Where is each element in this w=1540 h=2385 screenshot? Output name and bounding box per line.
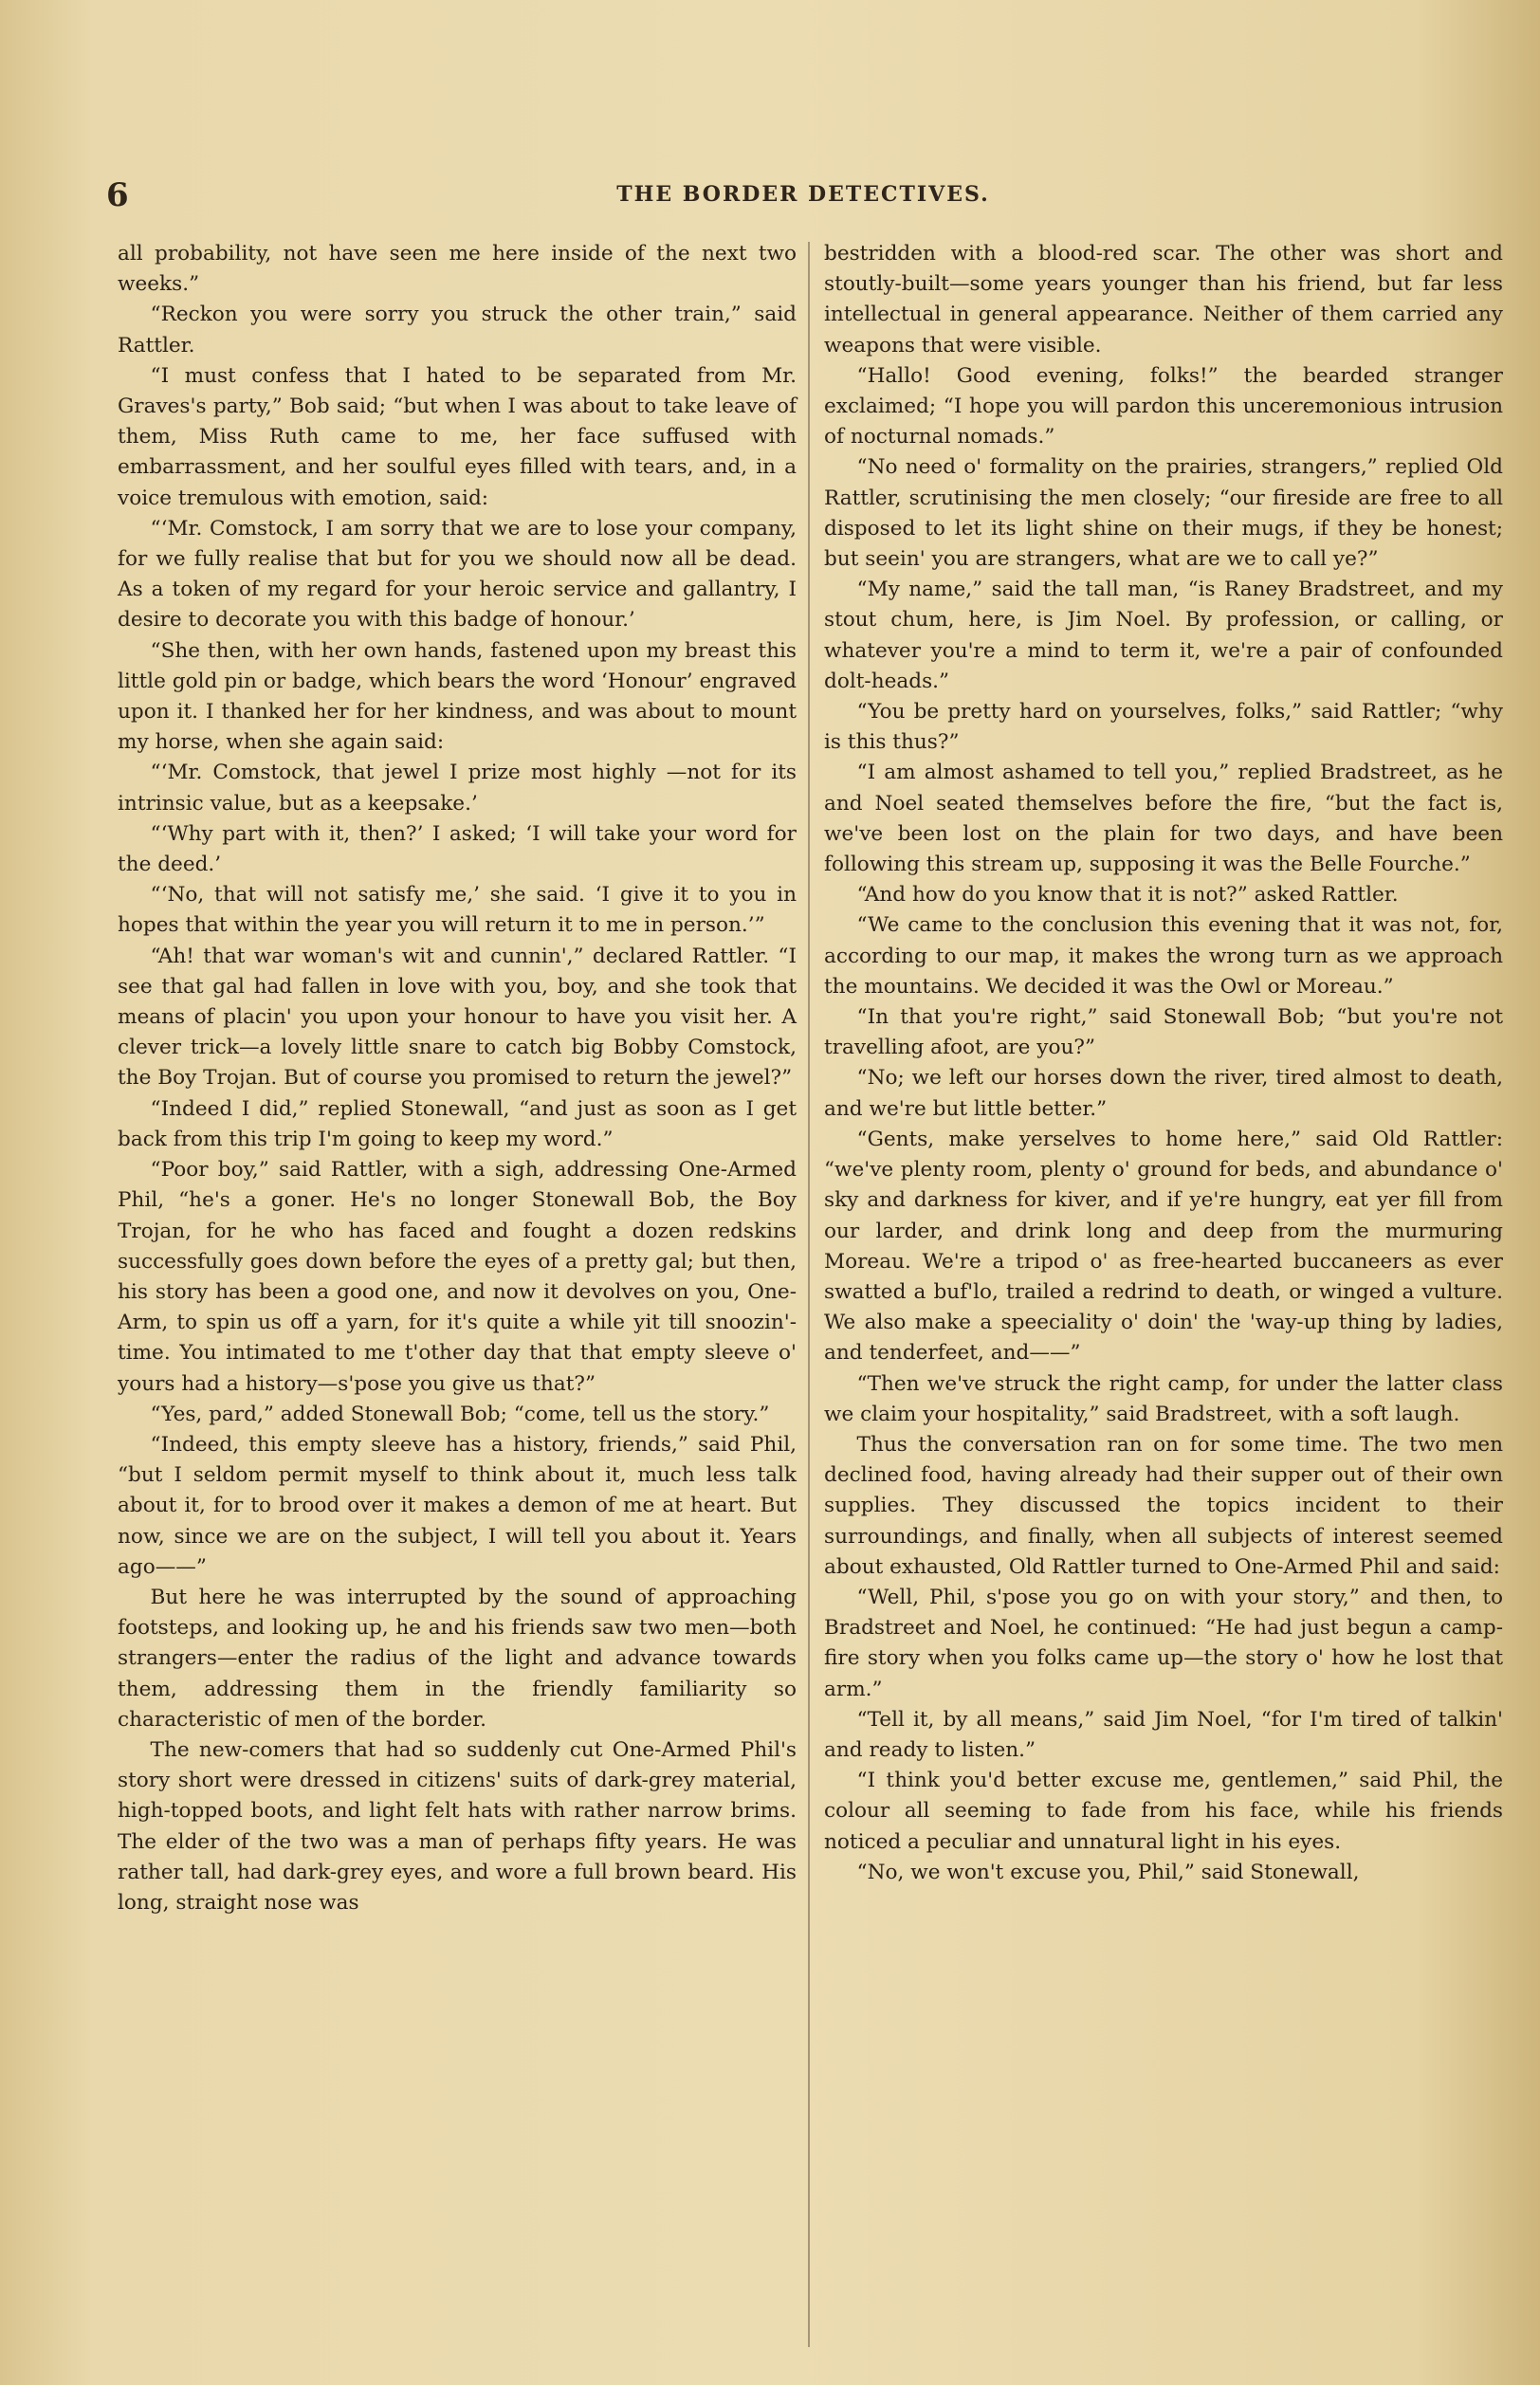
paragraph: “No, we won't excuse you, Phil,” said Stonewall, (856, 1860, 1360, 1884)
paragraph: “‘No, that will not satisfy me,’ she said. ‘I give it to you in hopes that within the year you will return it to me in person.’” (118, 883, 797, 938)
paragraph: “In that you're right,” said Stonewall Bob; “but you're not travelling afoot, are you?” (824, 1005, 1503, 1060)
paragraph: “Then we've struck the right camp, for under the latter class we claim your hospitality,” said Bradstreet, with a soft laugh. (824, 1371, 1503, 1426)
paragraph: “We came to the conclusion this evening that it was not, for, according to our map, it makes the wrong turn as we approach the mountains. We decided it was the Owl or Moreau.” (824, 913, 1503, 999)
paragraph: “You be pretty hard on yourselves, folks,” said Rattler; “why is this thus?” (824, 700, 1503, 755)
paragraph: “No; we left our horses down the river, tired almost to death, and we're but little better.” (824, 1066, 1503, 1121)
paragraph: “No need o' formality on the prairies, strangers,” replied Old Rattler, scrutinising the men closely; “our fireside are free to all disposed to let its light shine on their mugs, if they be honest; but seein' you are strangers, what are we to call ye?” (824, 455, 1503, 572)
right-column (824, 239, 1503, 1888)
paragraph: “I think you'd better excuse me, gentlemen,” said Phil, the colour all seeming to fade from his face, while his friends noticed a peculiar and unnatural light in his eyes. (824, 1769, 1503, 1854)
paragraph: “Indeed, this empty sleeve has a history, friends,” said Phil, “but I seldom permit myself to think about it, much less talk about it, for to brood over it makes a demon of me at heart. But now, since we are on the subject, I will tell you about it. Years ago——” (118, 1432, 797, 1579)
paragraph: “Poor boy,” said Rattler, with a sigh, addressing One-Armed Phil, “he's a goner. He's no longer Stonewall Bob, the Boy Trojan, for he who has faced and fought a dozen redskins successfully goes down before the eyes of a pretty gal; but then, his story has been a good one, and now it devolves on you, One-Arm, to spin us off a yarn, for it's quite a while yit till snoozin'-time. You intimated to me t'other day that that empty sleeve o' yours had a history—s'pose you give us that?” (118, 1158, 797, 1396)
paragraph: “My name,” said the tall man, “is Raney Bradstreet, and my stout chum, here, is Jim Noel. By profession, or calling, or whatever you're a mind to term it, we're a pair of confounded dolt-heads.” (824, 578, 1503, 693)
paragraph: “Hallo! Good evening, folks!” the bearded stranger exclaimed; “I hope you will pardon this unceremonious intrusion of nocturnal nomads.” (824, 363, 1503, 449)
left-column (118, 239, 797, 1918)
paragraph: “Indeed I did,” replied Stonewall, “and just as soon as I get back from this trip I'm going to keep my word.” (118, 1096, 797, 1151)
paragraph: “Well, Phil, s'pose you go on with your story,” and then, to Bradstreet and Noel, he continued: “He had just begun a camp-fire story when you folks came up—the story o' how he lost that arm.” (824, 1585, 1503, 1701)
paragraph: “Ah! that war woman's wit and cunnin',” declared Rattler. “I see that gal had fallen in love with you, boy, and she took that means of placin' you upon your honour to have you visit her. A clever trick—a lovely little snare to catch big Bobby Comstock, the Boy Trojan. But of course you promised to return the jewel?” (118, 944, 797, 1091)
paragraph: bestridden with a blood-red scar. The other was short and stoutly-built—some years younger than his friend, but far less intellectual in general appearance. Neither of them carried any weapons that were visible. (824, 242, 1503, 358)
paragraph: “‘Mr. Comstock, that jewel I prize most highly —not for its intrinsic value, but as a keepsake.’ (118, 761, 797, 816)
paragraph: “And how do you know that it is not?” asked Rattler. (856, 883, 1399, 908)
paragraph: “Yes, pard,” added Stonewall Bob; “come, tell us the story.” (150, 1402, 770, 1426)
column-divider (808, 242, 810, 2347)
page-number: 6 (106, 176, 129, 214)
paragraph: Thus the conversation ran on for some time. The two men declined food, having already had their supper out of their own supplies. They discussed the topics incident to their surroundings, and finally, when all subjects of interest seemed about exhausted, Old Rattler turned to One-Armed Phil and said: (824, 1432, 1503, 1579)
page-header (106, 176, 1500, 214)
paragraph: “Reckon you were sorry you struck the other train,” said Rattler. (118, 303, 797, 358)
paragraph: “Gents, make yerselves to home here,” said Old Rattler: “we've plenty room, plenty o' ground for beds, and abundance o' sky and darkness for kiver, and if ye're hungry, eat yer fill from our larder, and drink long and deep from the murmuring Moreau. We're a tripod o' as free-hearted buccaneers as ever swatted a buf'lo, trailed a redrind to death, or winged a vulture. We also make a speeciality o' doin' the 'way-up thing by ladies, and tenderfeet, and——” (824, 1127, 1503, 1366)
paragraph: The new-comers that had so suddenly cut One-Armed Phil's story short were dressed in citizens' suits of dark-grey material, high-topped boots, and light felt hats with rather narrow brims. The elder of the two was a man of perhaps fifty years. He was rather tall, had dark-grey eyes, and wore a full brown beard. His long, straight nose was (118, 1737, 797, 1915)
paragraph: “I am almost ashamed to tell you,” replied Bradstreet, as he and Noel seated themselves before the fire, “but the fact is, we've been lost on the plain for two days, and have been following this stream up, supposing it was the Belle Fourche.” (824, 761, 1503, 877)
paragraph: all probability, not have seen me here inside of the next two weeks.” (118, 242, 797, 297)
paragraph: “Tell it, by all means,” said Jim Noel, “for I'm tired of talkin' and ready to listen.” (824, 1707, 1503, 1762)
paragraph: “‘Why part with it, then?’ I asked; ‘I will take your word for the deed.’ (118, 821, 797, 877)
paragraph: “I must confess that I hated to be separated from Mr. Graves's party,” Bob said; “but when I was about to take leave of them, Miss Ruth came to me, her face suffused with embarrassment, and her soulful eyes filled with tears, and, in a voice tremulous with emotion, said: (118, 363, 797, 510)
paragraph: But here he was interrupted by the sound of approaching footsteps, and looking up, he and his friends saw two men—both strangers—enter the radius of the light and advance towards them, addressing them in the friendly familiarity so characteristic of men of the border. (118, 1585, 797, 1732)
paragraph: “She then, with her own hands, fastened upon my breast this little gold pin or badge, which bears the word ‘Honour’ engraved upon it. I thanked her for her kindness, and was about to mount my horse, when she again said: (118, 638, 797, 755)
running-title: THE BORDER DETECTIVES. (616, 182, 990, 207)
paragraph: “‘Mr. Comstock, I am sorry that we are to lose your company, for we fully realise that but for you we should now all be dead. As a token of my regard for your heroic service and gallantry, I desire to decorate you with this badge of honour.’ (118, 516, 797, 633)
